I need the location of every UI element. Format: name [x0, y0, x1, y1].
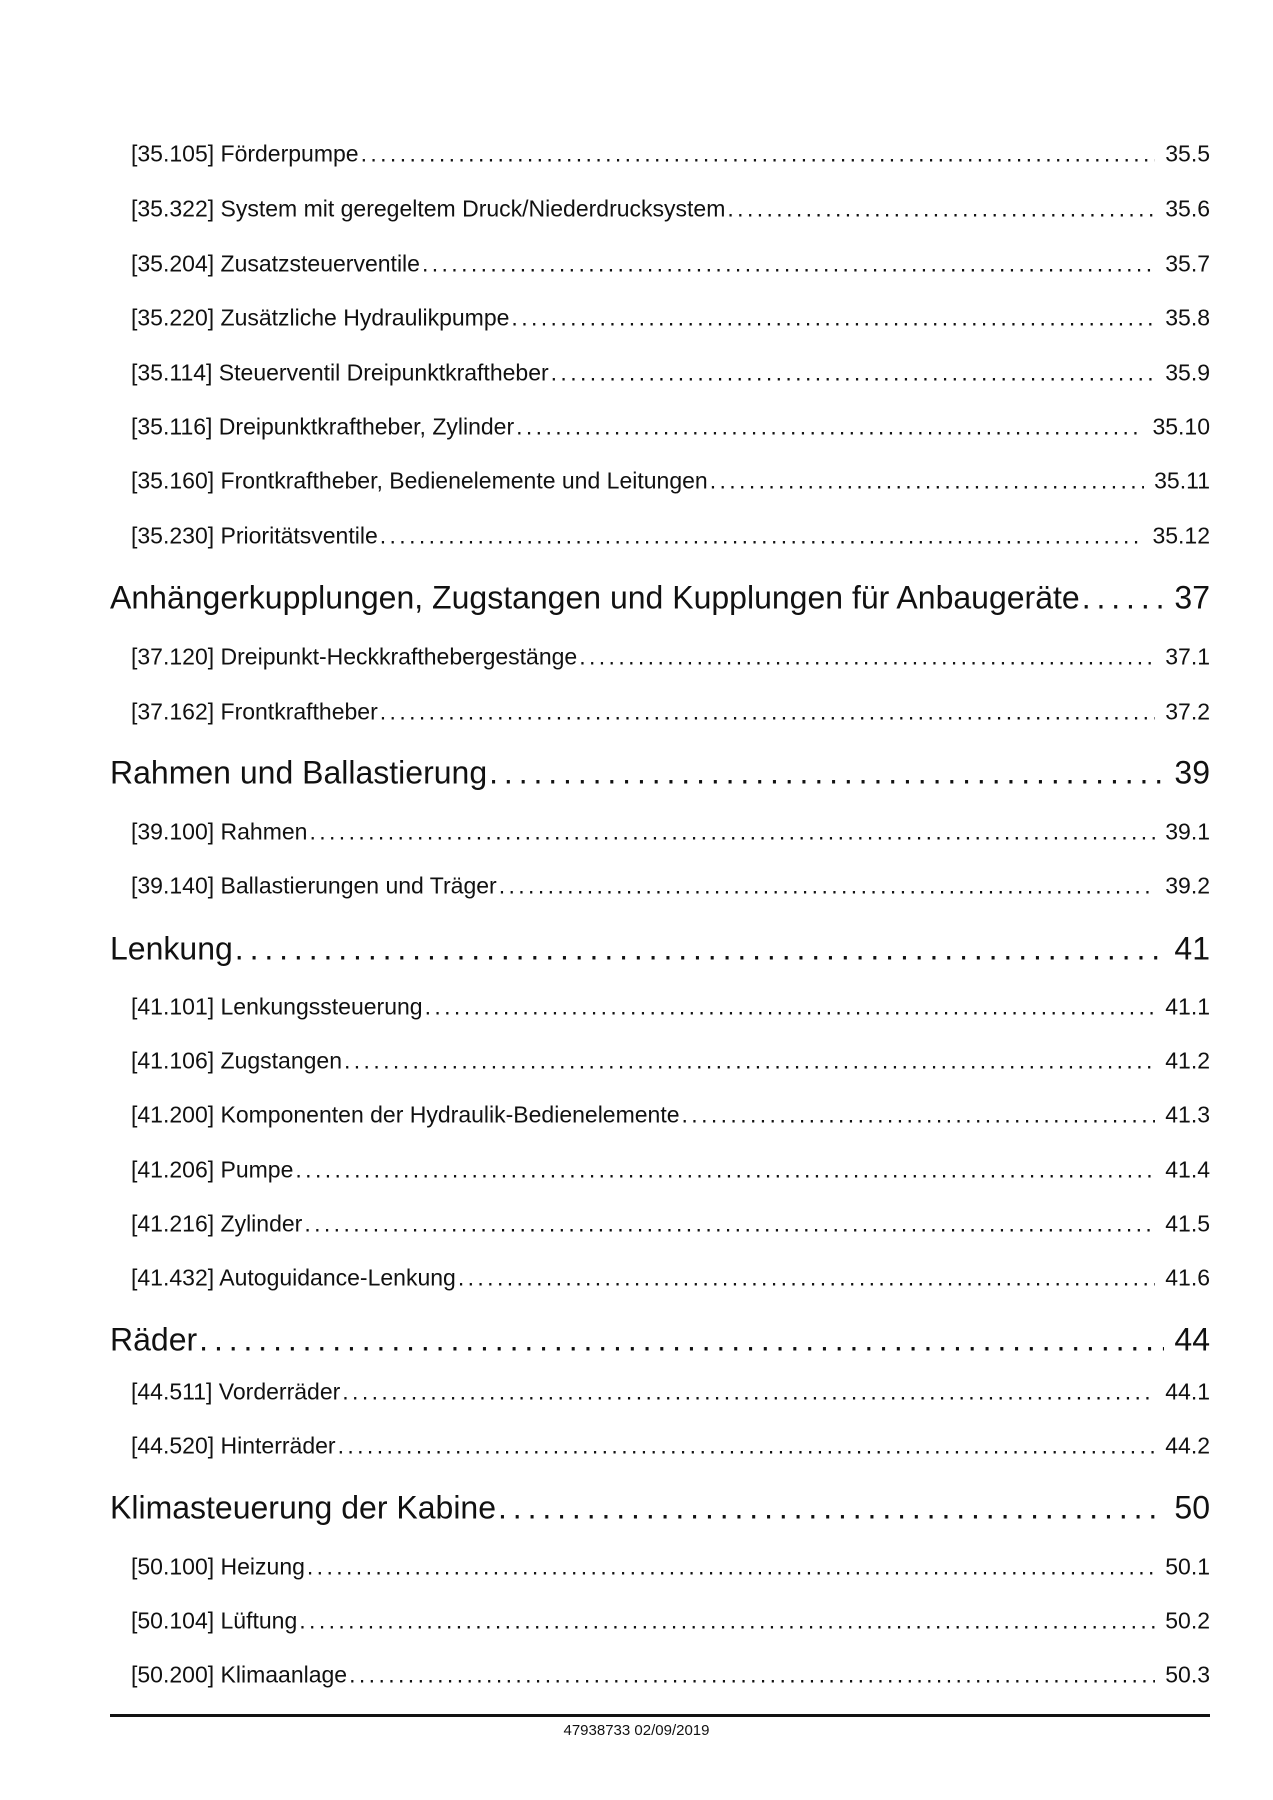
dot-leader: [380, 523, 1143, 550]
entry-page: 35.6: [1165, 195, 1210, 222]
footer-rule: [110, 1714, 1210, 1717]
entry-title: [41.200] Komponenten der Hydraulik-Bedienelemente: [131, 1101, 680, 1128]
dot-leader: [458, 1265, 1155, 1292]
dot-leader: [299, 1608, 1155, 1635]
entry-title: [35.116] Dreipunktkraftheber, Zylinder: [131, 413, 515, 440]
entry-page: 44.2: [1165, 1432, 1210, 1459]
entry-page: 41: [1174, 930, 1210, 967]
entry-page: 50.2: [1165, 1607, 1210, 1634]
dot-leader: [235, 931, 1165, 968]
entry-title: [35.160] Frontkraftheber, Bedienelemente und Leitungen: [131, 467, 708, 494]
dot-leader: [1082, 580, 1165, 617]
dot-leader: [682, 1102, 1156, 1129]
dot-leader: [551, 360, 1156, 387]
dot-leader: [516, 414, 1142, 441]
entry-page: 37.2: [1165, 698, 1210, 725]
entry-page: 35.5: [1165, 140, 1210, 167]
entry-page: 50.1: [1165, 1553, 1210, 1580]
entry-page: 35.7: [1165, 250, 1210, 277]
entry-title: [50.104] Lüftung: [131, 1607, 298, 1634]
toc-chapter[interactable]: [110, 931, 1210, 968]
dot-leader: [422, 251, 1155, 278]
entry-page: 39.1: [1165, 818, 1210, 845]
dot-leader: [380, 699, 1155, 726]
toc-entry[interactable]: [131, 699, 1210, 726]
entry-page: 44.1: [1165, 1378, 1210, 1405]
dot-leader: [349, 1662, 1155, 1689]
toc-entry[interactable]: [131, 1554, 1210, 1581]
toc-chapter[interactable]: [110, 755, 1210, 792]
dot-leader: [499, 873, 1156, 900]
toc-entry[interactable]: [131, 523, 1210, 550]
entry-title: Klimasteuerung der Kabine: [110, 1489, 497, 1526]
footer-text: 47938733 02/09/2019: [563, 1722, 710, 1739]
dot-leader: [579, 644, 1155, 671]
dot-leader: [338, 1433, 1156, 1460]
entry-title: [35.204] Zusatzsteuerventile: [131, 250, 420, 277]
toc-entry[interactable]: [131, 994, 1210, 1021]
entry-page: 41.3: [1165, 1101, 1210, 1128]
dot-leader: [307, 1554, 1155, 1581]
dot-leader: [425, 994, 1156, 1021]
entry-title: [50.100] Heizung: [131, 1553, 305, 1580]
entry-title: [37.162] Frontkraftheber: [131, 698, 378, 725]
dot-leader: [344, 1048, 1155, 1075]
entry-title: [41.216] Zylinder: [131, 1210, 303, 1237]
dot-leader: [498, 1490, 1164, 1527]
entry-page: 39.2: [1165, 872, 1210, 899]
dot-leader: [199, 1322, 1164, 1359]
entry-page: 37.1: [1165, 643, 1210, 670]
toc-chapter[interactable]: [110, 1490, 1210, 1527]
entry-title: [39.140] Ballastierungen und Träger: [131, 872, 497, 899]
entry-page: 41.6: [1165, 1264, 1210, 1291]
toc-entry[interactable]: [131, 1211, 1210, 1238]
entry-page: 41.2: [1165, 1047, 1210, 1074]
toc-chapter[interactable]: [110, 580, 1210, 617]
entry-title: [41.206] Pumpe: [131, 1156, 294, 1183]
dot-leader: [727, 196, 1155, 223]
toc-entry[interactable]: [131, 468, 1210, 495]
toc-entry[interactable]: [131, 1265, 1210, 1292]
entry-page: 50: [1174, 1489, 1210, 1526]
entry-title: [35.105] Förderpumpe: [131, 140, 359, 167]
entry-title: [41.106] Zugstangen: [131, 1047, 342, 1074]
entry-title: Lenkung: [110, 930, 233, 967]
entry-title: [44.511] Vorderräder: [131, 1378, 341, 1405]
toc-entry[interactable]: [131, 141, 1210, 168]
toc-entry[interactable]: [131, 1433, 1210, 1460]
toc-entry[interactable]: [131, 251, 1210, 278]
entry-title: [37.120] Dreipunkt-Heckkrafthebergestänge: [131, 643, 578, 670]
toc-entry[interactable]: [131, 360, 1210, 387]
entry-title: Rahmen und Ballastierung: [110, 754, 488, 791]
toc-entry[interactable]: [131, 1102, 1210, 1129]
toc-entry[interactable]: [131, 196, 1210, 223]
entry-page: 44: [1174, 1321, 1210, 1358]
entry-title: [35.114] Steuerventil Dreipunktkraftheber: [131, 359, 549, 386]
dot-leader: [489, 755, 1164, 792]
entry-title: [41.432] Autoguidance-Lenkung: [131, 1264, 456, 1291]
toc-entry[interactable]: [131, 305, 1210, 332]
dot-leader: [342, 1379, 1155, 1406]
dot-leader: [710, 468, 1144, 495]
toc-entry[interactable]: [131, 414, 1210, 441]
entry-page: 35.11: [1154, 467, 1210, 494]
dot-leader: [511, 305, 1155, 332]
entry-page: 50.3: [1165, 1661, 1210, 1688]
toc-entry[interactable]: [131, 873, 1210, 900]
toc-entry[interactable]: [131, 819, 1210, 846]
entry-page: 35.9: [1165, 359, 1210, 386]
toc-entry[interactable]: [131, 1157, 1210, 1184]
toc-entry[interactable]: [131, 1048, 1210, 1075]
entry-page: 37: [1174, 579, 1210, 616]
entry-title: Anhängerkupplungen, Zugstangen und Kupplungen für Anbaugeräte: [110, 579, 1080, 616]
entry-title: [35.220] Zusätzliche Hydraulikpumpe: [131, 304, 510, 331]
entry-page: 41.4: [1165, 1156, 1210, 1183]
dot-leader: [304, 1211, 1155, 1238]
toc-entry[interactable]: [131, 644, 1210, 671]
entry-title: [35.230] Prioritätsventile: [131, 522, 378, 549]
entry-page: 41.1: [1165, 993, 1210, 1020]
toc-entry[interactable]: [131, 1608, 1210, 1635]
dot-leader: [295, 1157, 1155, 1184]
toc-entry[interactable]: [131, 1662, 1210, 1689]
toc-entry[interactable]: [131, 1379, 1210, 1406]
entry-title: [41.101] Lenkungssteuerung: [131, 993, 423, 1020]
entry-page: 41.5: [1165, 1210, 1210, 1237]
entry-title: [35.322] System mit geregeltem Druck/Niederdrucksystem: [131, 195, 726, 222]
entry-title: [39.100] Rahmen: [131, 818, 308, 845]
entry-page: 35.10: [1152, 413, 1210, 440]
toc-chapter[interactable]: [110, 1322, 1210, 1359]
entry-title: [50.200] Klimaanlage: [131, 1661, 348, 1688]
entry-page: 39: [1174, 754, 1210, 791]
entry-page: 35.8: [1165, 304, 1210, 331]
entry-title: [44.520] Hinterräder: [131, 1432, 336, 1459]
dot-leader: [309, 819, 1155, 846]
entry-title: Räder: [110, 1321, 198, 1358]
dot-leader: [361, 141, 1156, 168]
entry-page: 35.12: [1152, 522, 1210, 549]
